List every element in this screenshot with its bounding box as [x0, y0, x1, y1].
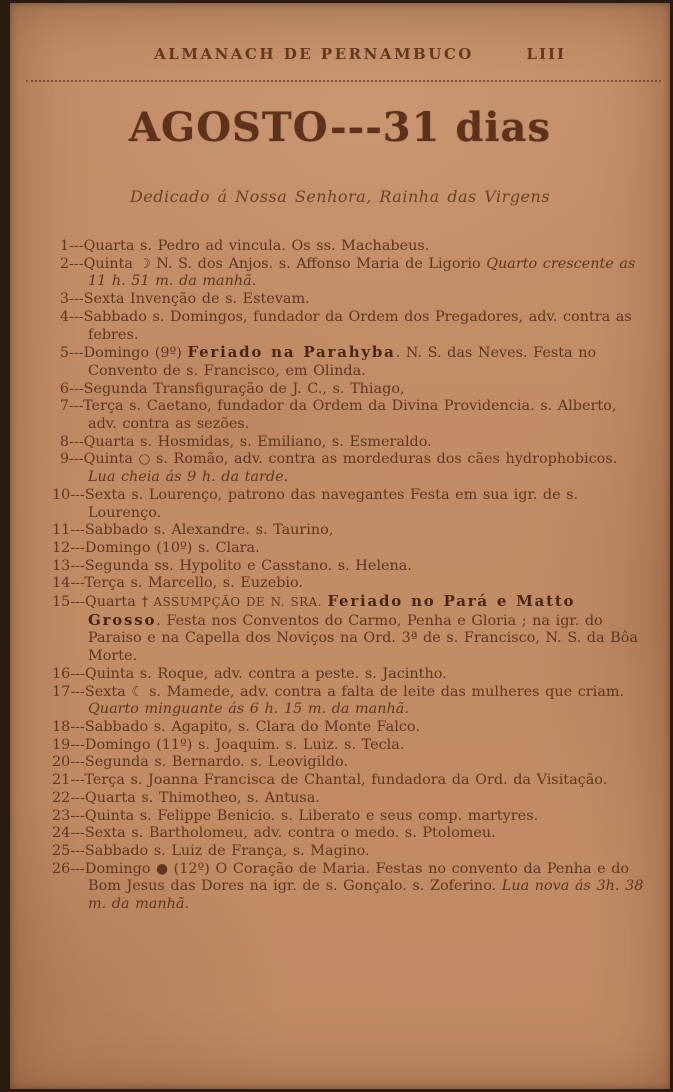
entry-day: 8 [59, 433, 69, 450]
entry-dash: --- [70, 860, 85, 877]
entry-segment: N. S. dos Anjos. s. Affonso Maria de Ligorio [150, 255, 487, 272]
entry-day: 3 [59, 291, 69, 308]
entry-dash: --- [70, 665, 85, 682]
calendar-entry [52, 487, 644, 522]
entry-dash: --- [70, 736, 85, 753]
entry-dash: --- [69, 255, 84, 272]
entry-dash: --- [70, 842, 85, 859]
entry-dash: --- [70, 718, 85, 735]
entry-day: 14 [52, 575, 71, 592]
calendar-entry [52, 843, 644, 861]
entry-segment: Segunda s. Bernardo. s. Leovigildo. [84, 754, 349, 771]
entry-day: 1 [59, 238, 69, 254]
entry-dash: --- [69, 238, 84, 254]
entry-segment: Terça s. Marcello, s. Euzebio. [84, 575, 304, 592]
entry-segment: Sabbado s. Agapito, s. Clara do Monte Falco. [84, 718, 420, 735]
entry-day: 5 [59, 345, 69, 362]
entry-segment: Sexta s. Bartholomeu, adv. contra o medo. s. Ptolomeu. [84, 825, 496, 842]
entry-segment: . Festa nos Conventos do Carmo, Penha e Gloria ; na igr. do Paraiso e na Capella dos Noviços na Ord. 3ª de s. Francisco, N. S. da Bôa Morte. [88, 612, 638, 665]
entry-day: 20 [52, 754, 71, 771]
entry-segment: Feriado no Pará e Matto Grosso [88, 592, 576, 629]
entry-dash: --- [69, 380, 84, 397]
entry-segment: . N. S. das Neves. Festa no Convento de s. Francisco, em Olinda. [88, 345, 597, 379]
entry-text [84, 772, 607, 788]
calendar-entry [52, 309, 644, 344]
calendar-entry [52, 381, 644, 399]
entry-day: 25 [52, 842, 71, 859]
dedication-line: Dedicado á Nossa Senhora, Rainha das Virgens [129, 187, 551, 206]
entry-dash: --- [70, 754, 85, 771]
entry-text [84, 309, 632, 343]
entry-segment: Quarto crescente as 11 h. 51 m. da manhã. [88, 255, 636, 290]
entry-text [85, 558, 412, 574]
calendar-entry [52, 398, 644, 433]
calendar-entry [52, 790, 644, 808]
entry-segment: Lua cheia ás 9 h. da tarde. [88, 469, 289, 486]
calendar-entry [52, 522, 644, 540]
entry-day: 18 [52, 718, 71, 735]
entry-day: 22 [52, 789, 71, 806]
entry-text [85, 522, 334, 538]
entry-segment: Quinta [83, 451, 139, 468]
entry-day: 21 [52, 772, 71, 789]
entry-day: 7 [59, 398, 69, 415]
entry-segment: s. Romão, adv. contra as mordeduras dos cães hydrophobicos. [150, 451, 618, 468]
entry-segment: Quarto minguante ás 6 h. 15 m. da manhã. [88, 701, 409, 718]
entry-text [85, 719, 420, 735]
entry-text [84, 345, 597, 379]
entry-text [85, 825, 496, 841]
entry-dash: --- [69, 291, 84, 308]
entry-day: 12 [52, 539, 71, 556]
entry-day: 13 [52, 557, 71, 574]
entry-segment: Segunda ss. Hypolito e Casstano. s. Helena. [84, 557, 412, 574]
entry-text [85, 808, 538, 824]
calendar-entry [52, 593, 644, 666]
entry-dash: --- [70, 683, 85, 700]
calendar-entry [52, 238, 644, 256]
entry-dash: --- [70, 522, 85, 539]
calendar-list [52, 238, 644, 914]
entry-segment: Domingo (10º) s. Clara. [84, 539, 260, 556]
entry-day: 11 [52, 522, 71, 539]
calendar-entry [52, 772, 644, 790]
entry-text [85, 861, 643, 912]
entry-day: 26 [52, 860, 71, 877]
entry-day: 16 [52, 665, 71, 682]
page-header [10, 45, 670, 65]
entry-text [84, 291, 310, 307]
entry-segment: Quarta s. Pedro ad vincula. Os ss. Machabeus. [83, 238, 430, 254]
entry-text [85, 487, 578, 521]
calendar-entry [52, 754, 644, 772]
first-quarter-moon-icon: ☽ [138, 255, 151, 272]
calendar-entry [52, 825, 644, 843]
entry-dash: --- [69, 345, 84, 362]
calendar-entry [52, 291, 644, 309]
entry-segment: (12º) O Coração de Maria. Festas no convento da Penha e do Bom Jesus das Dores na igr. de s. Gonçalo. s. Zoferino. [88, 860, 630, 895]
entry-segment: Feriado na Parahyba [187, 343, 396, 362]
entry-day: 15 [52, 594, 71, 611]
entry-dash: --- [70, 789, 85, 806]
entry-segment: Domingo (9º) [83, 345, 188, 362]
entry-dash: --- [70, 772, 85, 789]
entry-day: 19 [52, 736, 71, 753]
calendar-entry [52, 861, 644, 914]
entry-segment: Quinta s. Roque, adv. contra a peste. s. Jacintho. [84, 665, 447, 682]
entry-text [85, 843, 370, 859]
entry-segment: Quarta s. Hosmidas, s. Emiliano, s. Esmeraldo. [83, 433, 432, 450]
entry-text [85, 684, 624, 718]
dotted-divider [26, 80, 661, 82]
calendar-entry [52, 666, 644, 684]
entry-text [84, 381, 405, 397]
entry-dash: --- [69, 398, 84, 415]
entry-dash: --- [69, 451, 84, 468]
entry-dash: --- [70, 575, 85, 592]
entry-dash: --- [70, 557, 85, 574]
entry-segment: Terça s. Joanna Francisca de Chantal, fundadora da Ord. da Visitação. [84, 772, 608, 789]
entry-segment: Lua nova ás 3h. 38 m. da manhã. [88, 878, 644, 913]
calendar-entry [52, 344, 644, 380]
page-number: LIII [526, 45, 566, 63]
entry-segment: Terça s. Caetano, fundador da Ordem da Divina Providencia. s. Alberto, adv. contra as sezões. [83, 398, 617, 433]
entry-segment: Sabbado s. Luiz de França, s. Magino. [84, 842, 370, 859]
entry-dash: --- [70, 594, 85, 611]
entry-day: 9 [59, 451, 69, 468]
entry-text [84, 238, 430, 254]
entry-text [85, 540, 260, 556]
calendar-entry [52, 575, 644, 593]
entry-segment: Sexta [84, 683, 132, 700]
last-quarter-moon-icon: ☾ [131, 683, 144, 700]
entry-dash: --- [70, 825, 85, 842]
entry-dash: --- [70, 539, 85, 556]
entry-segment: Domingo (11º) s. Joaquim. s. Luiz. s. Tecla. [84, 736, 405, 753]
entry-segment: Sexta Invenção de s. Estevam. [83, 291, 310, 308]
entry-segment: ASSUMPÇÃO DE N. SRA. [148, 595, 328, 610]
calendar-entry [52, 737, 644, 755]
almanac-page [10, 3, 670, 1089]
calendar-entry [52, 719, 644, 737]
page-header-title: ALMANACH DE PERNAMBUCO [154, 45, 474, 63]
entry-text [85, 790, 320, 806]
calendar-entry [52, 684, 644, 719]
entry-dash: --- [69, 433, 84, 450]
entry-day: 10 [52, 486, 71, 503]
entry-segment: Quarta [84, 594, 142, 611]
entry-text [84, 451, 618, 485]
entry-text [85, 754, 348, 770]
entry-segment: Sexta s. Lourenço, patrono das navegantes Festa em sua igr. de s. Lourenço. [84, 486, 579, 521]
entry-text [85, 666, 447, 682]
entry-segment: Sabbado s. Alexandre. s. Taurino, [84, 522, 334, 539]
calendar-entry [52, 540, 644, 558]
new-moon-icon: ● [156, 860, 168, 877]
entry-segment: Quinta [83, 255, 139, 272]
entry-day: 2 [59, 255, 69, 272]
entry-dash: --- [70, 807, 85, 824]
entry-day: 6 [59, 380, 69, 397]
entry-text [84, 575, 303, 591]
entry-day: 23 [52, 807, 71, 824]
entry-text [84, 256, 636, 290]
month-title: AGOSTO---31 dias [129, 104, 551, 151]
entry-text [85, 737, 405, 753]
entry-day: 4 [59, 308, 69, 325]
entry-segment: Domingo [84, 860, 157, 877]
calendar-entry [52, 256, 644, 291]
calendar-entry [52, 558, 644, 576]
full-moon-icon: ○ [138, 451, 151, 468]
entry-text [84, 434, 432, 450]
entry-segment: s. Mamede, adv. contra a falta de leite das mulheres que criam. [143, 683, 625, 700]
entry-text [83, 398, 616, 432]
cross-icon: † [141, 594, 149, 611]
calendar-entry [52, 434, 644, 452]
entry-segment: Quinta s. Felippe Benicio. s. Liberato e seus comp. martyres. [84, 807, 539, 824]
calendar-entry [52, 451, 644, 486]
entry-day: 17 [52, 683, 71, 700]
entry-dash: --- [69, 308, 84, 325]
calendar-entry [52, 808, 644, 826]
entry-segment: Segunda Transfiguração de J. C., s. Thiago, [83, 380, 405, 397]
entry-segment: Sabbado s. Domingos, fundador da Ordem dos Pregadores, adv. contra as febres. [83, 308, 632, 343]
entry-day: 24 [52, 825, 71, 842]
entry-text [85, 594, 638, 664]
entry-segment: Quarta s. Thimotheo, s. Antusa. [84, 789, 320, 806]
entry-dash: --- [70, 486, 85, 503]
